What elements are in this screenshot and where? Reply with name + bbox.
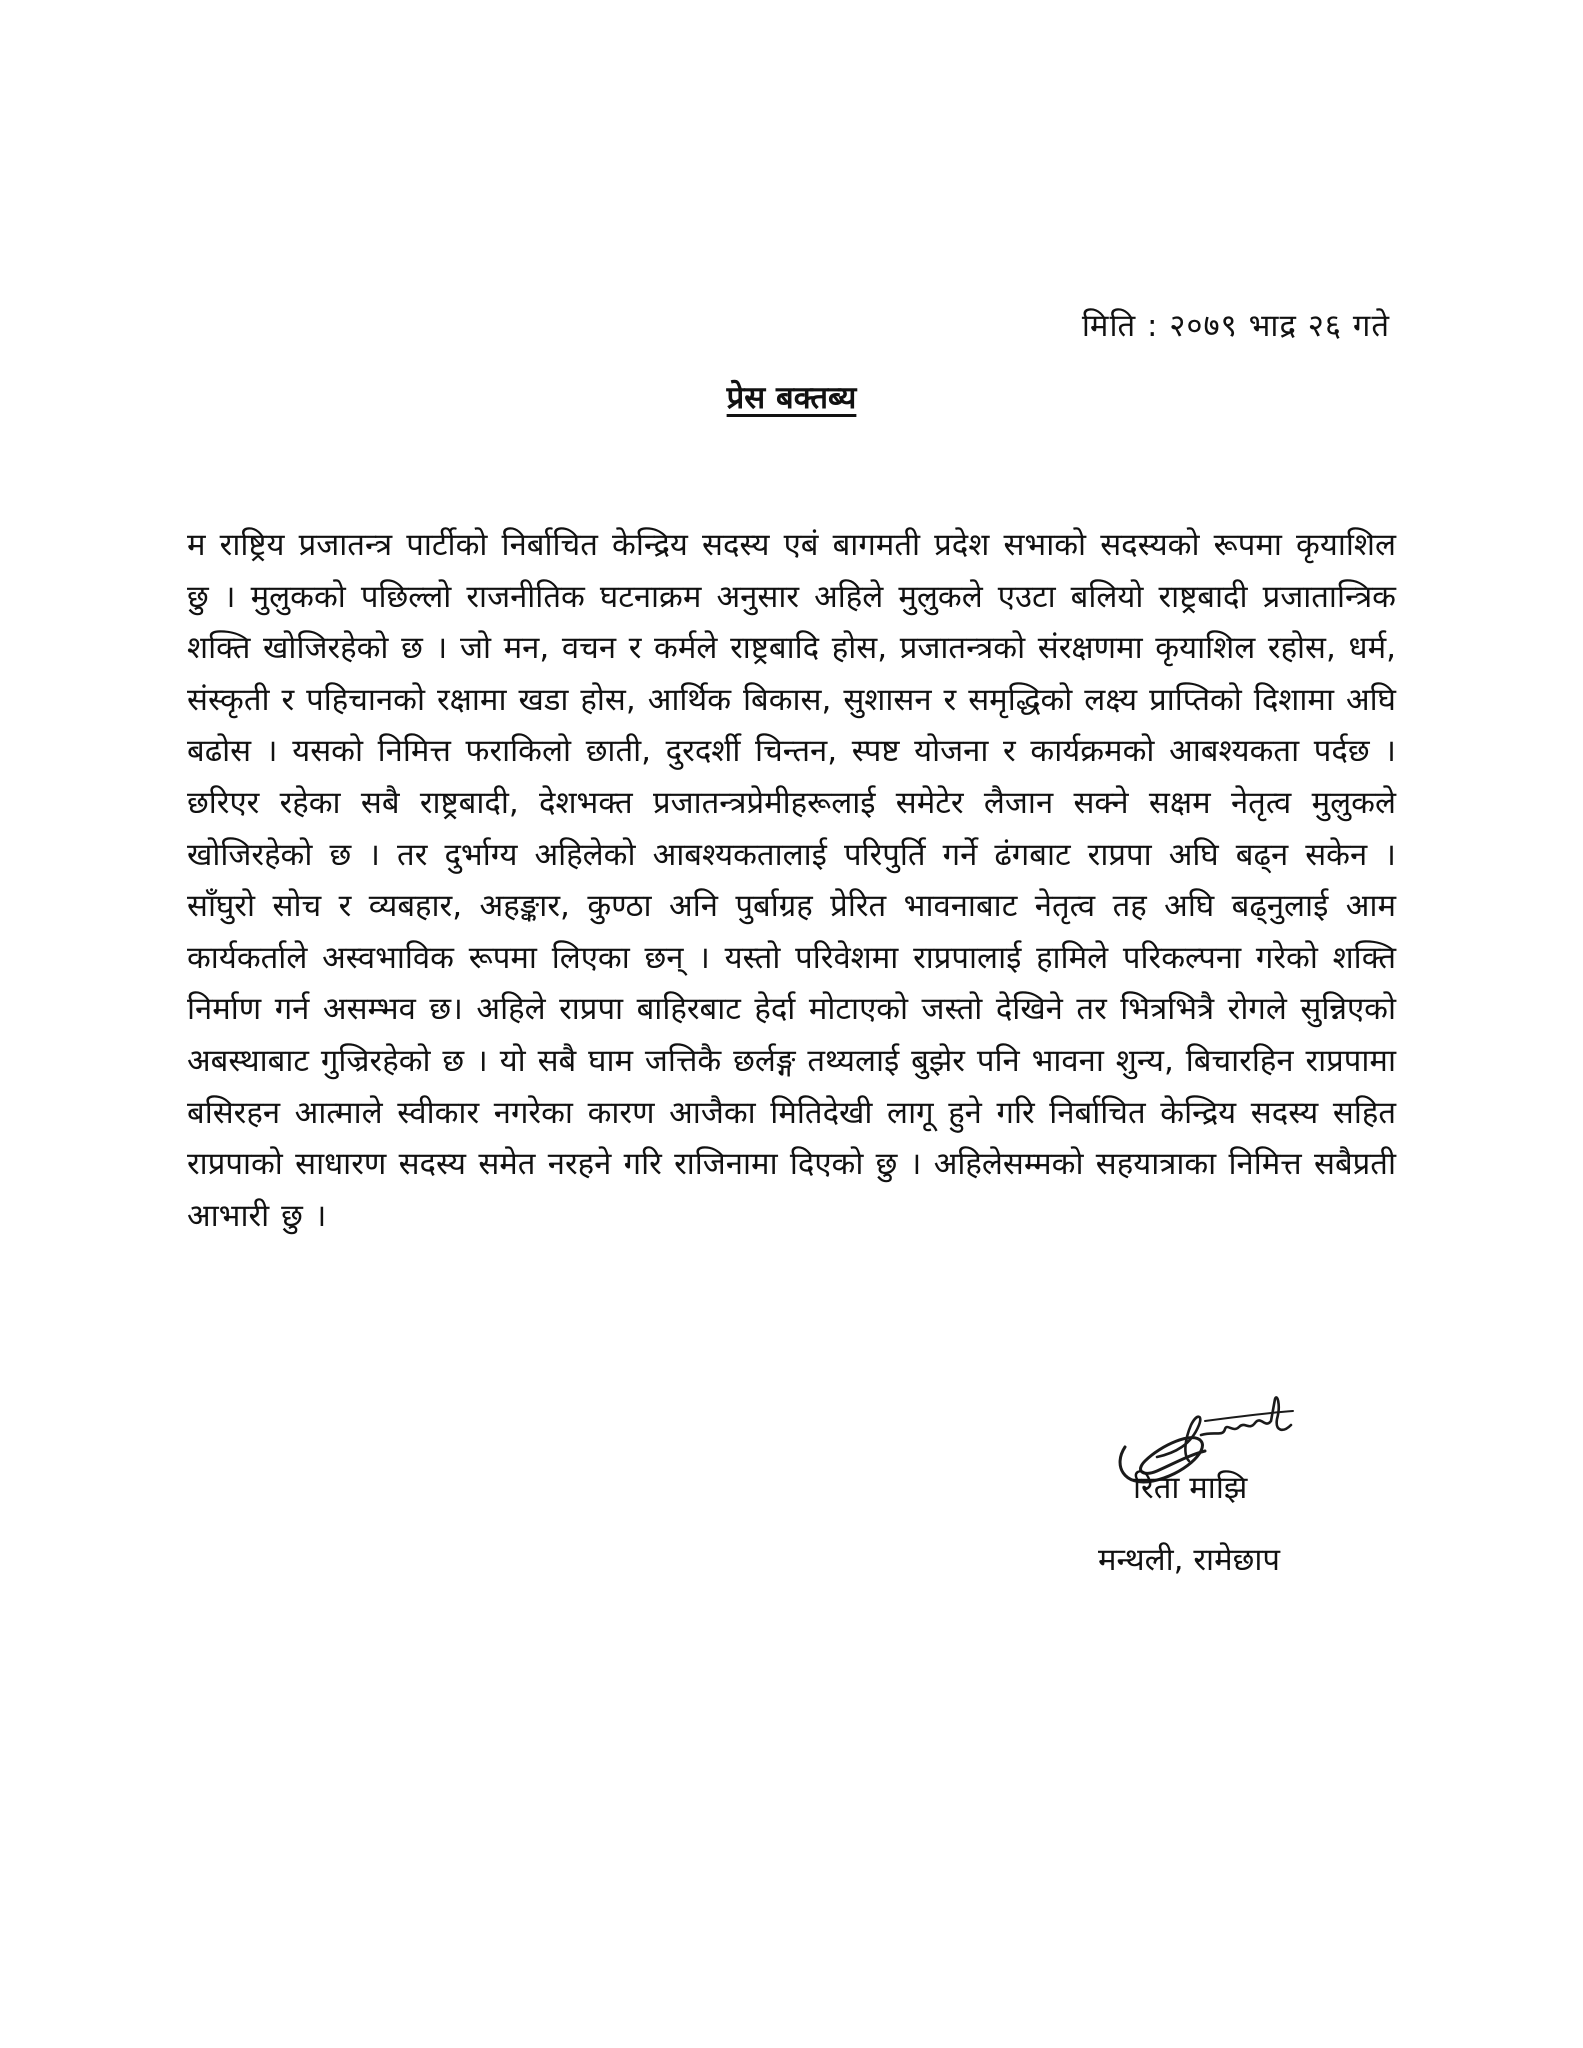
body-paragraph: म राष्ट्रिय प्रजातन्त्र पार्टीको निर्बाचित केन्द्रिय सदस्य एबं बागमती प्रदेश सभाको सदस्यको रूपमा कृयाशिल छु । मुलुकको पछिल्लो राजनीतिक घटनाक्रम अनुसार अहिले मुलुकले एउटा बलियो राष्ट्रबादी प्रजातान्त्रिक शक्ति खोजिरहेको छ । जो मन, वचन र कर्मले राष्ट्रबादि होस, प्रजातन्त्रको संरक्षणमा कृयाशिल रहोस, धर्म, संस्कृती र पहिचानको रक्षामा खडा होस, आर्थिक बिकास, सुशासन र समृद्धिको लक्ष्य प्राप्तिको दिशामा अघि बढोस । यसको निमित्त फराकिलो छाती, दुरदर्शी चिन्तन, स्पष्ट योजना र कार्यक्रमको आबश्यकता पर्दछ । छरिएर रहेका सबै राष्ट्रबादी, देशभक्त प्रजातन्त्रप्रेमीहरूलाई समेटेर लैजान सक्ने सक्षम नेतृत्व मुलुकले खोजिरहेको छ । तर दुर्भाग्य अहिलेको आबश्यकतालाई परिपुर्ति गर्ने ढंगबाट राप्रपा अघि बढ्न सकेन । साँघुरो सोच र व्यबहार, अहङ्कार, कुण्ठा अनि पुर्बाग्रह प्रेरित भावनाबाट नेतृत्व तह अघि बढ्नुलाई आम कार्यकर्ताले अस्वभाविक रूपमा लिएका छन् । यस्तो परिवेशमा राप्रपालाई हामिले परिकल्पना गरेको शक्ति निर्माण गर्न असम्भव छ। अहिले राप्रपा बाहिरबाट हेर्दा मोटाएको जस्तो देखिने तर भित्रभित्रै रोगले सुन्निएको अबस्थाबाट गुज्रिरहेको छ । यो सबै घाम जत्तिकै छर्लङ्ग तथ्यलाई बुझेर पनि भावना शुन्य, बिचारहिन राप्रपामा बसिरहन आत्माले स्वीकार नगरेका कारण आजैका मितिदेखी लागू हुने गरि निर्बाचित केन्द्रिय सदस्य सहित राप्रपाको साधारण सदस्य समेत नरहने गरि राजिनामा दिएको छु । अहिलेसम्मको सहयात्राका निमित्त सबैप्रती आभारी छु । (187, 527, 1396, 1234)
signature-stroke-line (1205, 1411, 1293, 1421)
date-line: मिति : २०७९ भाद्र २६ गते (1081, 308, 1390, 344)
document-title: प्रेस बक्तब्य (726, 380, 857, 416)
signer-name: रिता माझि (1133, 1470, 1248, 1506)
signer-address: मन्थली, रामेछाप (1098, 1542, 1280, 1578)
